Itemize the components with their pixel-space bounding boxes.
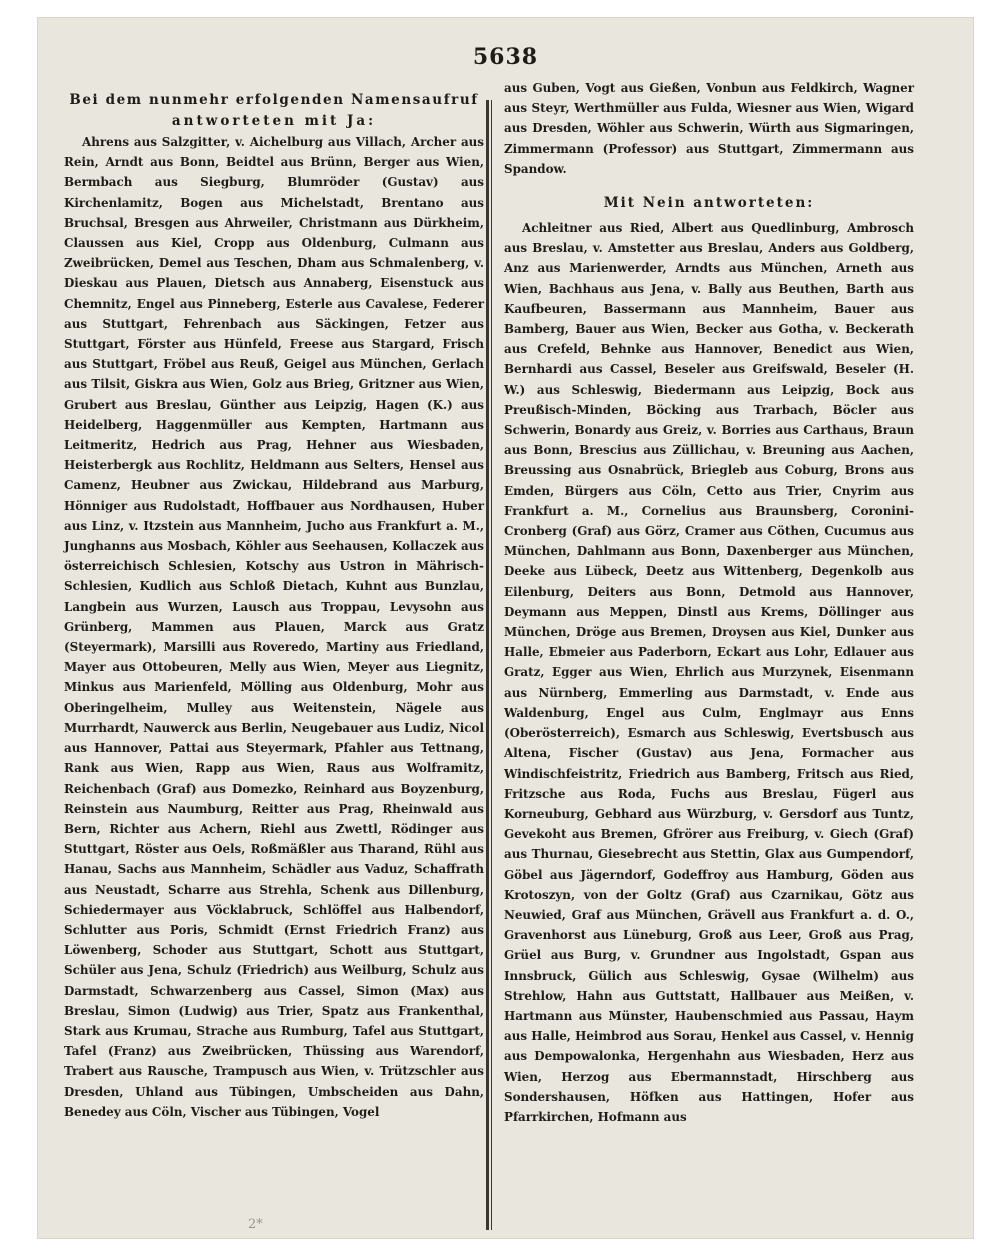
column-divider xyxy=(486,100,489,1230)
left-column xyxy=(64,90,484,1122)
vote-heading-line-2: antworteten mit Ja: xyxy=(171,113,377,129)
right-column xyxy=(504,78,914,1127)
signature-mark: 2* xyxy=(248,1217,263,1232)
vote-heading-line-1: Bei dem nunmehr erfolgenden Namensaufruf xyxy=(69,92,479,108)
no-voters-list: Achleitner aus Ried, Albert aus Quedlinburg, Ambrosch aus Breslau, v. Amstetter aus Breslau, Anders aus Goldberg, Anz aus Marienwerder, Arndts aus München, Arneth aus Wien, Bachhaus aus Jena, v. Bally aus Beuthen, Barth aus Kaufbeuren, Bassermann aus Mannheim, Bauer aus Bamberg, Bauer aus Wien, Becker aus Gotha, v. Beckerath aus Crefeld, Behnke aus Hannover, Benedict aus Wien, Bernhardi aus Cassel, Beseler aus Greifswald, Beseler (H. W.) aus Schleswig, Biedermann aus Leipzig, Bock aus Preußisch-Minden, Böcking aus Trarbach, Böcler aus Schwerin, Bonardy aus Greiz, v. Borries aus Carthaus, Braun aus Bonn, Brescius aus Züllichau, v. Breuning aus Aachen, Breussing aus Osnabrück, Briegleb aus Coburg, Brons aus Emden, Bürgers aus Cöln, Cetto aus Trier, Cnyrim aus Frankfurt a. M., Cornelius aus Braunsberg, Coronini-Cronberg (Graf) aus Görz, Cramer aus Cöthen, Cucumus aus München, Dahlmann aus Bonn, Daxenberger aus München, Deeke aus Lübeck, Deetz aus Wittenberg, Degenkolb aus Eilenburg, Deiters aus Bonn, Detmold aus Hannover, Deymann aus Meppen, Dinstl aus Krems, Döllinger aus München, Dröge aus Bremen, Droysen aus Kiel, Dunker aus Halle, Ebmeier aus Paderborn, Eckart aus Lohr, Edlauer aus Gratz, Egger aus Wien, Ehrlich aus Murzynek, Eisenmann aus Nürnberg, Emmerling aus Darmstadt, v. Ende aus Waldenburg, Engel aus Culm, Englmayr aus Enns (Oberösterreich), Esmarch aus Schleswig, Evertsbusch aus Altena, Fischer (Gustav) aus Jena, Formacher aus Windischfeistritz, Friedrich aus Bamberg, Fritsch aus Ried, Fritzsche aus Roda, Fuchs aus Breslau, Fügerl aus Korneuburg, Gebhard aus Würzburg, v. Gersdorf aus Tuntz, Gevekoht aus Bremen, Gfrörer aus Freiburg, v. Giech (Graf) aus Thurnau, Giesebrecht aus Stettin, Glax aus Gumpendorf, Göbel aus Jägerndorf, Godeffroy aus Hamburg, Göden aus Krotoszyn, von der Goltz (Graf) aus Czarnikau, Götz aus Neuwied, Graf aus München, Grävell aus Frankfurt a. d. O., Gravenhorst aus Lüneburg, Groß aus Leer, Groß aus Prag, Grüel aus Burg, v. Grundner aus Ingolstadt, Gspan aus Innsbruck, Gülich aus Schleswig, Gysae (Wilhelm) aus Strehlow, Hahn aus Guttstatt, Hallbauer aus Meißen, v. Hartmann aus Münster, Haubenschmied aus Passau, Haym aus Halle, Heimbrod aus Sorau, Henkel aus Cassel, v. Hennig aus Dempowalonka, Hergenhahn aus Wiesbaden, Herz aus Wien, Herzog aus Ebermannstadt, Hirschberg aus Sondershausen, Höfken aus Hattingen, Hofer aus Pfarrkirchen, Hofmann aus xyxy=(504,221,914,1124)
no-voters-heading: Mit Nein antworteten: xyxy=(603,195,815,212)
yes-voters-list: Ahrens aus Salzgitter, v. Aichelburg aus Villach, Archer aus Rein, Arndt aus Bonn, Beidtel aus Brünn, Berger aus Wien, Bermbach aus Siegburg, Blumröder (Gustav) aus Kirchenlamitz, Bogen aus Michelstadt, Brentano aus Bruchsal, Bresgen aus Ahrweiler, Christmann aus Dürkheim, Claussen aus Kiel, Cropp aus Oldenburg, Culmann aus Zweibrücken, Demel aus Teschen, Dham aus Schmalenberg, v. Dieskau aus Plauen, Dietsch aus Annaberg, Eisenstuck aus Chemnitz, Engel aus Pinneberg, Esterle aus Cavalese, Federer aus Stuttgart, Fehrenbach aus Säckingen, Fetzer aus Stuttgart, Förster aus Hünfeld, Freese aus Stargard, Frisch aus Stuttgart, Fröbel aus Reuß, Geigel aus München, Gerlach aus Tilsit, Giskra aus Wien, Golz aus Brieg, Gritzner aus Wien, Grubert aus Breslau, Günther aus Leipzig, Hagen (K.) aus Heidelberg, Haggenmüller aus Kempten, Hartmann aus Leitmeritz, Hedrich aus Prag, Hehner aus Wiesbaden, Heisterbergk aus Rochlitz, Heldmann aus Selters, Hensel aus Camenz, Heubner aus Zwickau, Hildebrand aus Marburg, Hönniger aus Rudolstadt, Hoffbauer aus Nordhausen, Huber aus Linz, v. Itzstein aus Mannheim, Jucho aus Frankfurt a. M., Junghanns aus Mosbach, Köhler aus Seehausen, Kollaczek aus österreichisch Schlesien, Kotschy aus Ustron in Mährisch-Schlesien, Kudlich aus Schloß Dietach, Kuhnt aus Bunzlau, Langbein aus Wurzen, Lausch aus Troppau, Levysohn aus Grünberg, Mammen aus Plauen, Marck aus Gratz (Steyermark), Marsilli aus Roveredo, Martiny aus Friedland, Mayer aus Ottobeuren, Melly aus Wien, Meyer aus Liegnitz, Minkus aus Marienfeld, Mölling aus Oldenburg, Mohr aus Oberingelheim, Mulley aus Weitenstein, Nägele aus Murrhardt, Nauwerck aus Berlin, Neugebauer aus Ludiz, Nicol aus Hannover, Pattai aus Steyermark, Pfahler aus Tettnang, Rank aus Wien, Rapp aus Wien, Raus aus Wolframitz, Reichenbach (Graf) aus Domezko, Reinhard aus Boyzenburg, Reinstein aus Naumburg, Reitter aus Prag, Rheinwald aus Bern, Richter aus Achern, Riehl aus Zwettl, Rödinger aus Stuttgart, Röster aus Oels, Roßmäßler aus Tharand, Rühl aus Hanau, Sachs aus Mannheim, Schädler aus Vaduz, Schaffrath aus Neustadt, Scharre aus Strehla, Schenk aus Dillenburg, Schiedermayer aus Vöcklabruck, Schlöffel aus Halbendorf, Schlutter aus Poris, Schmidt (Ernst Friedrich Franz) aus Löwenberg, Schoder aus Stuttgart, Schott aus Stuttgart, Schüler aus Jena, Schulz (Friedrich) aus Weilburg, Schulz aus Darmstadt, Schwarzenberg aus Cassel, Simon (Max) aus Breslau, Simon (Ludwig) aus Trier, Spatz aus Frankenthal, Stark aus Krumau, Strache aus Rumburg, Tafel aus Stuttgart, Tafel (Franz) aus Zweibrücken, Thüssing aus Warendorf, Trabert aus Rausche, Trampusch aus Wien, v. Trützschler aus Dresden, Uhland aus Tübingen, Umbscheiden aus Dahn, Benedey aus Cöln, Vischer aus Tübingen, Vogel xyxy=(64,135,484,1119)
newspaper-page xyxy=(38,18,973,1238)
yes-voters-continuation: aus Guben, Vogt aus Gießen, Vonbun aus Feldkirch, Wagner aus Steyr, Werthmüller aus Fulda, Wiesner aus Wien, Wigard aus Dresden, Wöhler aus Schwerin, Würth aus Sigmaringen, Zimmermann (Professor) aus Stuttgart, Zimmermann aus Spandow. xyxy=(504,81,914,176)
column-divider-thin xyxy=(491,100,492,1230)
page-number: 5638 xyxy=(472,44,539,70)
